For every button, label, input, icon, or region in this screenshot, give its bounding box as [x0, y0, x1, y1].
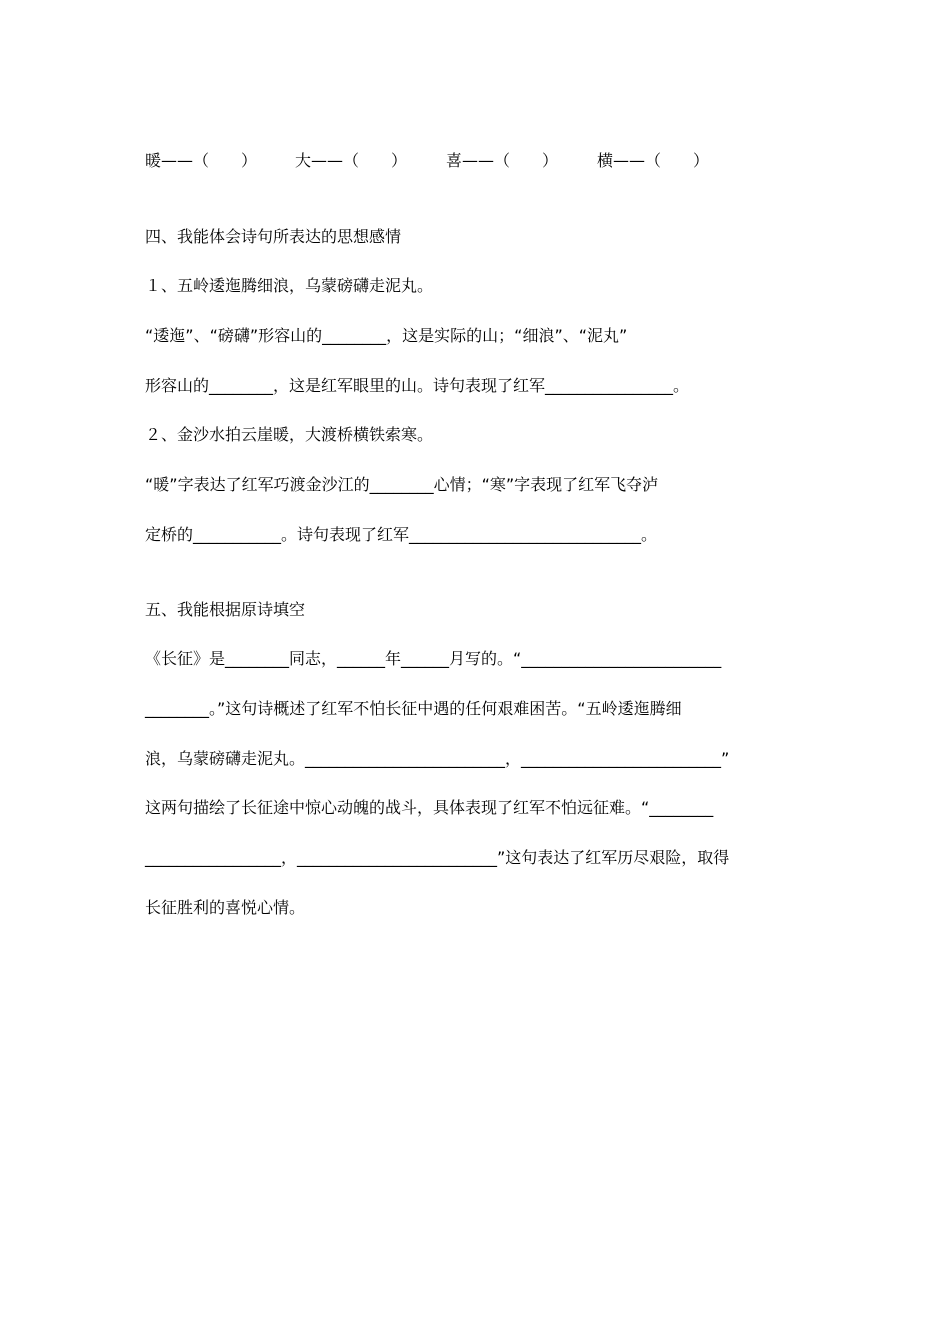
section-5-line: _________________，_________________________”这句表达了红军历尽艰险，取得: [145, 848, 730, 867]
section-4-line: “逶迤”、“磅礴”形容山的________，这是实际的山；“细浪”、“泥丸”: [145, 326, 628, 345]
antonym-item-heng: 横——（ ）: [597, 151, 710, 170]
section-5-line: 浪，乌蒙磅礴走泥丸。_________________________，_________________________”: [145, 749, 730, 768]
section-4-heading: 四、我能体会诗句所表达的思想感情: [145, 227, 402, 246]
section-4-line: 定桥的___________。诗句表现了红军_____________________________。: [145, 525, 658, 544]
section-5-line: 这两句描绘了长征途中惊心动魄的战斗，具体表现了红军不怕远征难。“________: [145, 798, 714, 817]
section-5-line: ________。”这句诗概述了红军不怕长征中遇的任何艰难困苦。“五岭逶迤腾细: [145, 699, 682, 718]
section-4-line: 形容山的________，这是红军眼里的山。诗句表现了红军________________。: [145, 376, 690, 395]
section-5-heading: 五、我能根据原诗填空: [145, 600, 306, 619]
section-4-line: “暖”字表达了红军巧渡金沙江的________心情；“寒”字表现了红军飞夺泸: [145, 475, 659, 494]
antonym-item-da: 大——（ ）: [295, 151, 408, 170]
section-5-line: 长征胜利的喜悦心情。: [145, 898, 306, 917]
section-4-line: ２、金沙水拍云崖暖，大渡桥横铁索寒。: [145, 425, 434, 444]
section-5-line: 《长征》是________同志，______年______月写的。“_________________________: [145, 649, 722, 668]
section-4-line: １、五岭逶迤腾细浪，乌蒙磅礴走泥丸。: [145, 276, 434, 295]
antonym-item-xi: 喜——（ ）: [446, 151, 559, 170]
antonym-item-nuan: 暖——（ ）: [145, 151, 258, 170]
